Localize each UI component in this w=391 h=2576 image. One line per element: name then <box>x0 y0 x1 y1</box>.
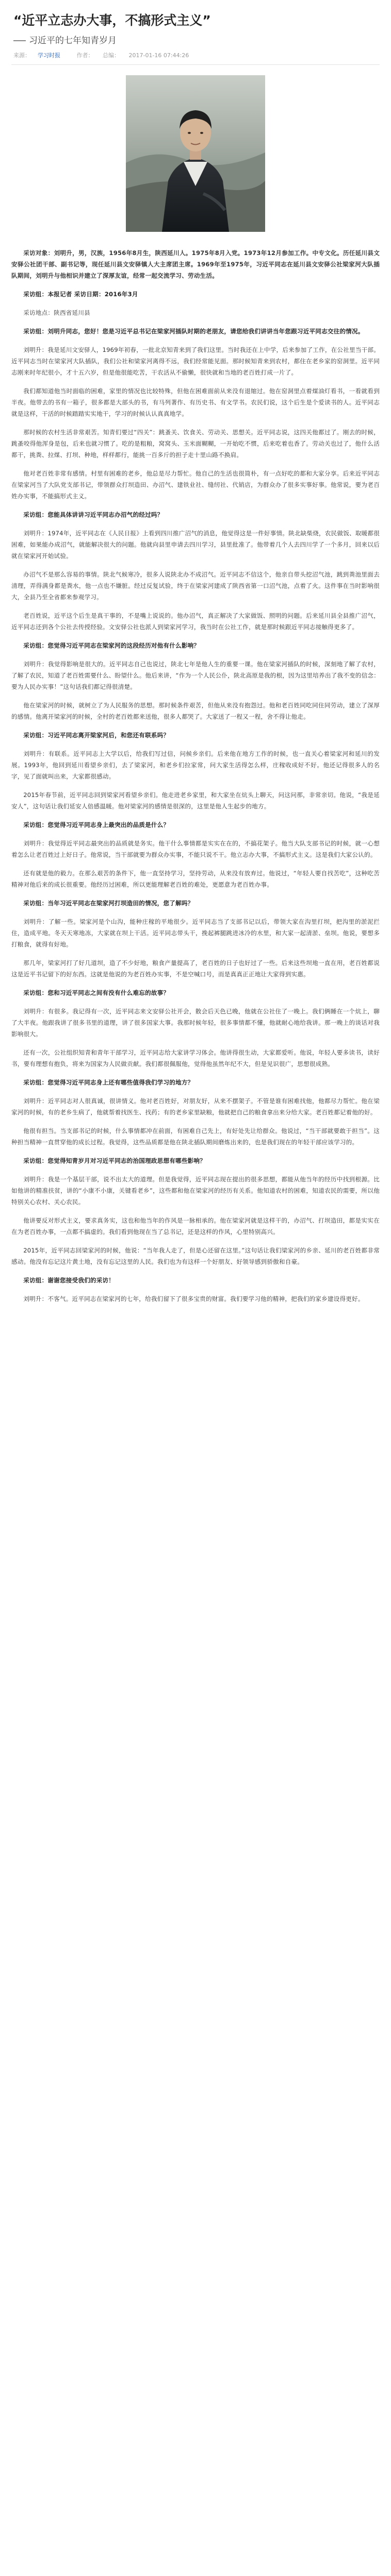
body-paragraph: 刘明升：1974年，近平同志在《人民日报》上看到四川推广沼气的消息，他觉得这是一件好事情。陕北缺柴烧，农民做饭、取暖都很困难，如果能办成沼气，就能解决很大的问题。他就向县里申请去四川学习，县里批准了。他带着几个人去四川学了一个多月，回来以后就在梁家河开始试验。 <box>11 530 380 560</box>
body-paragraph: 刘明升：了解一些。梁家河是个山沟，能种庄稼的平地很少。近平同志当了支部书记以后，带领大家在沟里打坝，把沟里的淤泥拦住，造成平地。冬天天寒地冻，大家就在坝上干活。近平同志带头干，挽起裤腿跳进冰冷的水里，和大家一起清淤、垒坝。他说，要想多打粮食，就得有好地。 <box>11 918 380 948</box>
meta-source-label: 来源： <box>13 52 30 59</box>
body-paragraph: 刘明升：我觉得影响是很大的。近平同志自己也说过，陕北七年是他人生的重要一课。他在梁家河插队的时候，深刻地了解了农村，了解了农民，知道了老百姓需要什么、盼望什么。他后来讲，“作为一个人民公仆，陕北高原是我的根，因为这里培养出了我不变的信念：要为人民办实事！”这句话我们都记得很清楚。 <box>11 660 380 690</box>
meta-editor: 总编： <box>103 52 120 59</box>
body-paragraph: 还有一次，公社组织知青和青年干部学习，近平同志给大家讲学习体会。他讲得很生动，大家都爱听。他说，年轻人要多读书，读好书，要有理想有抱负，将来为国家为人民做贡献。我们都很佩服他，觉得他虽然年纪不大，但是见识很广，思想很成熟。 <box>11 1049 380 1067</box>
interview-question: 采访组：您能具体讲讲习近平同志办沼气的经过吗？ <box>23 511 164 518</box>
interview-question: 采访组：习近平同志离开梁家河后，和您还有联系吗？ <box>23 732 170 739</box>
interview-question: 采访组：您觉得习近平同志身上还有哪些值得我们学习的地方？ <box>23 1079 194 1086</box>
meta-source-link[interactable]: 学习时报 <box>38 52 60 59</box>
body-paragraph: 刘明升：有很多。我记得有一次，近平同志来文安驿公社开会，散会后天色已晚，他就在公社住了一晚上。我们俩睡在一个炕上，聊了大半夜。他跟我讲了很多书里的道理，讲了很多国家大事。我那时候年轻，很多事情都不懂，他就耐心地给我讲。那一晚上的谈话对我影响很大。 <box>11 1008 380 1038</box>
body-paragraph: 办沼气不是那么容易的事情。陕北气候寒冷，很多人说陕北办不成沼气。近平同志不信这个，他亲自带头挖沼气池，跳到粪池里面去清理，弄得满身都是粪水，他一点也不嫌脏。经过反复试验，终于在梁家河建成了陕西省第一口沼气池，点着了火。这件事在当时影响很大，全县乃至全省都来参观学习。 <box>11 571 380 601</box>
meta-author: 作者： <box>76 52 94 59</box>
interview-question: 采访组：刘明升同志，您好！您是习近平总书记在梁家河插队时期的老朋友，请您给我们讲讲当年您跟习近平同志交往的情况。 <box>23 328 364 335</box>
portrait-photo <box>126 75 265 232</box>
body-paragraph: 还有就是他的毅力。在那么艰苦的条件下，他一直坚持学习，坚持劳动，从来没有放弃过。他说过，“年轻人要自找苦吃”，这种吃苦精神对他后来的成长很重要。他经历过困难，所以更能理解老百姓的难处，更愿意为老百姓办事。 <box>11 870 380 888</box>
body-paragraph: 采访对象：刘明升，男，汉族，1956年8月生，陕西延川人。1975年8月入党。1973年12月参加工作。中专文化。历任延川县文安驿公社团干部、副书记等，现任延川县文安驿镇人大主席团主席。1969年至1975年，习近平同志在延川县文安驿公社梁家河大队插队期间，刘明升与他相识并建立了深厚友谊，经常一起交流学习、劳动生活。 <box>11 249 380 279</box>
body-paragraph: 刘明升：我是一个基层干部，说不出太大的道理。但是我觉得，近平同志现在提出的很多思想，都能从他当年的经历中找到根源。比如他讲的精准扶贫，讲的“小康不小康，关键看老乡”，这些都和他在梁家河的经历有关系。他知道农村的困难，知道农民的需要，所以他特别关心农村、关心农民。 <box>11 1176 380 1206</box>
interview-question: 采访组：谢谢您接受我们的采访！ <box>23 1277 115 1284</box>
interview-question: 采访组：本报记者 采访日期：2016年3月 <box>23 291 138 298</box>
meta-date: 2017-01-16 07:44:26 <box>128 52 189 59</box>
body-paragraph: 刘明升：有联系。近平同志上大学以后，给我们写过信，问候乡亲们。后来他在地方工作的时候，也一直关心着梁家河和延川的发展。1993年，他回到延川看望乡亲们，去了梁家河，和老乡们拉家常，问大家生活得怎么样，庄稼收成好不好。他还记得很多人的名字，见了面就叫出来，大家都很感动。 <box>11 750 380 780</box>
body-paragraph: 刘明升：不客气。近平同志在梁家河的七年，给我们留下了很多宝贵的财富。我们要学习他的精神，把我们的家乡建设得更好。 <box>23 1295 364 1302</box>
body-paragraph: 老百姓说，近平这个后生是真干事的，不是嘴上说说的。他办沼气，真正解决了大家做饭、照明的问题。后来延川县全县推广沼气，近平同志还到各个公社去传授经验。文安驿公社也派人到梁家河学习，我当时在公社工作，就是那时候跟近平同志接触得更多了。 <box>11 612 380 631</box>
body-paragraph: 那几年，梁家河打了好几道坝，造了不少好地，粮食产量提高了，老百姓的日子也好过了一些。后来这些坝地一直在用，老百姓都说这是近平书记留下的好东西。这就是他说的为老百姓办实事，不是空喊口号，而是真真正正地让大家得到实惠。 <box>11 959 380 978</box>
interview-question: 采访组：您觉得知青岁月对习近平同志的治国理政思想有哪些影响？ <box>23 1157 206 1164</box>
article-subtitle <box>13 33 380 46</box>
subtitle-dash <box>13 40 26 41</box>
body-paragraph: 2015年春节前，近平同志回到梁家河看望乡亲们。他走进老乡家里，和大家坐在炕头上聊天，问这问那，非常亲切。他说，“我是延安人”，这句话让我们延安人倍感温暖。他对梁家河的感情是很深的，这里是他人生起步的地方。 <box>11 791 380 810</box>
article-meta <box>11 51 380 65</box>
article-title: “近平立志办大事，不搞形式主义” <box>13 13 211 28</box>
body-paragraph: 他对老百姓非常有感情。村里有困难的老乡，他总是尽力帮忙。他自己的生活也很简朴，有一点好吃的都和大家分享。后来近平同志在梁家河当了大队党支部书记，带领群众打坝造田、办沼气、建铁业社、缝纫社、代销店，为群众办了很多实事好事。他常说，要为老百姓办实事，不能搞形式主义。 <box>11 470 380 500</box>
interview-question: 采访组：您和习近平同志之间有没有什么难忘的故事？ <box>23 989 170 996</box>
body-paragraph: 他在梁家河的时候，就树立了为人民服务的思想。那时候条件艰苦，但他从来没有抱怨过。他和老百姓同吃同住同劳动，建立了深厚的感情。他离开梁家河的时候，全村的老百姓都来送他，很多人都哭了。大家送了一程又一程，舍不得让他走。 <box>11 702 380 720</box>
body-paragraph: 他讲要反对形式主义，要求真务实，这也和他当年的作风是一脉相承的。他在梁家河就是这样干的，办沼气、打坝造田，都是实实在在为老百姓办事，一点都不搞虚的。我们看到他现在当了总书记，还是这样的作风，心里特别高兴。 <box>11 1217 380 1235</box>
body-paragraph: 我们都知道他当时面临的困难，家里的情况也比较特殊，但他在困难面前从来没有退缩过。他在窑洞里点着煤油灯看书，一看就看到半夜。他带去的书有一箱子，很多都是大部头的书，有马列著作、有历史书、有文学书。农民们说，这个后生是个爱读书的人。近平同志就是这样，干活的时候踏踏实实地干，学习的时候认认真真地学。 <box>11 387 380 417</box>
article-page <box>11 0 380 1304</box>
body-paragraph: 那时候的农村生活非常艰苦。知青们要过“四关”：跳蚤关、饮食关、劳动关、思想关。近平同志说，这四关他都过了。刚去的时候，跳蚤咬得他浑身是包，后来也就习惯了。吃的是粗粮，窝窝头、玉米面糊糊，一开始吃不惯，后来吃着也香了。劳动关也过了，他什么活都干，挑粪、拉煤、打坝、种地，样样都行，能挑一百多斤的担子走十里山路不换肩。 <box>11 429 380 459</box>
subtitle-text: 习近平的七年知青岁月 <box>29 36 117 46</box>
body-paragraph: 刘明升：我是延川文安驿人，1969年初春，一批北京知青来到了我们这里。当时我还在上中学，后来参加了工作，在公社里当干部。近平同志当时在梁家河大队插队，我们公社和梁家河离得不远，我们经常能见面。那时候知青来到农村，都住在老乡家的窑洞里。近平同志刚来时年纪很小，才十五六岁，但是他很能吃苦，干农活从不偷懒，很快就和当地的老百姓打成一片了。 <box>11 346 380 376</box>
body-paragraph: 刘明升：我觉得近平同志最突出的品质就是务实。他干什么事情都是实实在在的，不搞花架子。他当大队支部书记的时候，就一心想着怎么让老百姓过上好日子。他常说，当干部就要为群众办实事，不能只说不干。他立志办大事，不搞形式主义。这是我们大家公认的。 <box>11 840 380 858</box>
interview-question: 采访组：当年习近平同志在梁家河打坝造田的情况，您了解吗？ <box>23 900 194 907</box>
article-body <box>11 247 380 1304</box>
meta-source <box>13 52 68 59</box>
body-paragraph: 2015年，近平同志回梁家河的时候，他说：“当年我人走了，但是心还留在这里。”这句话让我们梁家河的乡亲、延川的老百姓都非常感动。他没有忘记这片黄土地，没有忘记这里的人民。我们也为有这样一个好朋友、好领导感到骄傲和自豪。 <box>11 1247 380 1265</box>
interview-question: 采访组：您觉得习近平同志身上最突出的品质是什么？ <box>23 821 170 828</box>
body-paragraph: 他很有担当。当支部书记的时候，什么事情都冲在前面，有困难自己先上，有好处先让给群众。他说过，“当干部就要敢于担当”。这种担当精神一直贯穿他的成长过程。我觉得，这些品质都是他在陕北插队期间磨炼出来的，也是我们现在的年轻干部应该学习的。 <box>11 1127 380 1146</box>
body-paragraph: 刘明升：近平同志对人很真诚，很讲情义。他对老百姓好，对朋友好，从来不摆架子。不管是谁有困难找他，他都尽力帮忙。他在梁家河的时候，有的老乡生病了，他就帮着找医生、找药；有的老乡家里缺粮，他就把自己的粮食拿出来分给大家。老百姓都记着他的好。 <box>11 1097 380 1116</box>
body-paragraph: 采访地点：陕西省延川县 <box>23 309 90 316</box>
interview-question: 采访组：您觉得习近平同志在梁家河的这段经历对他有什么影响？ <box>23 642 200 649</box>
